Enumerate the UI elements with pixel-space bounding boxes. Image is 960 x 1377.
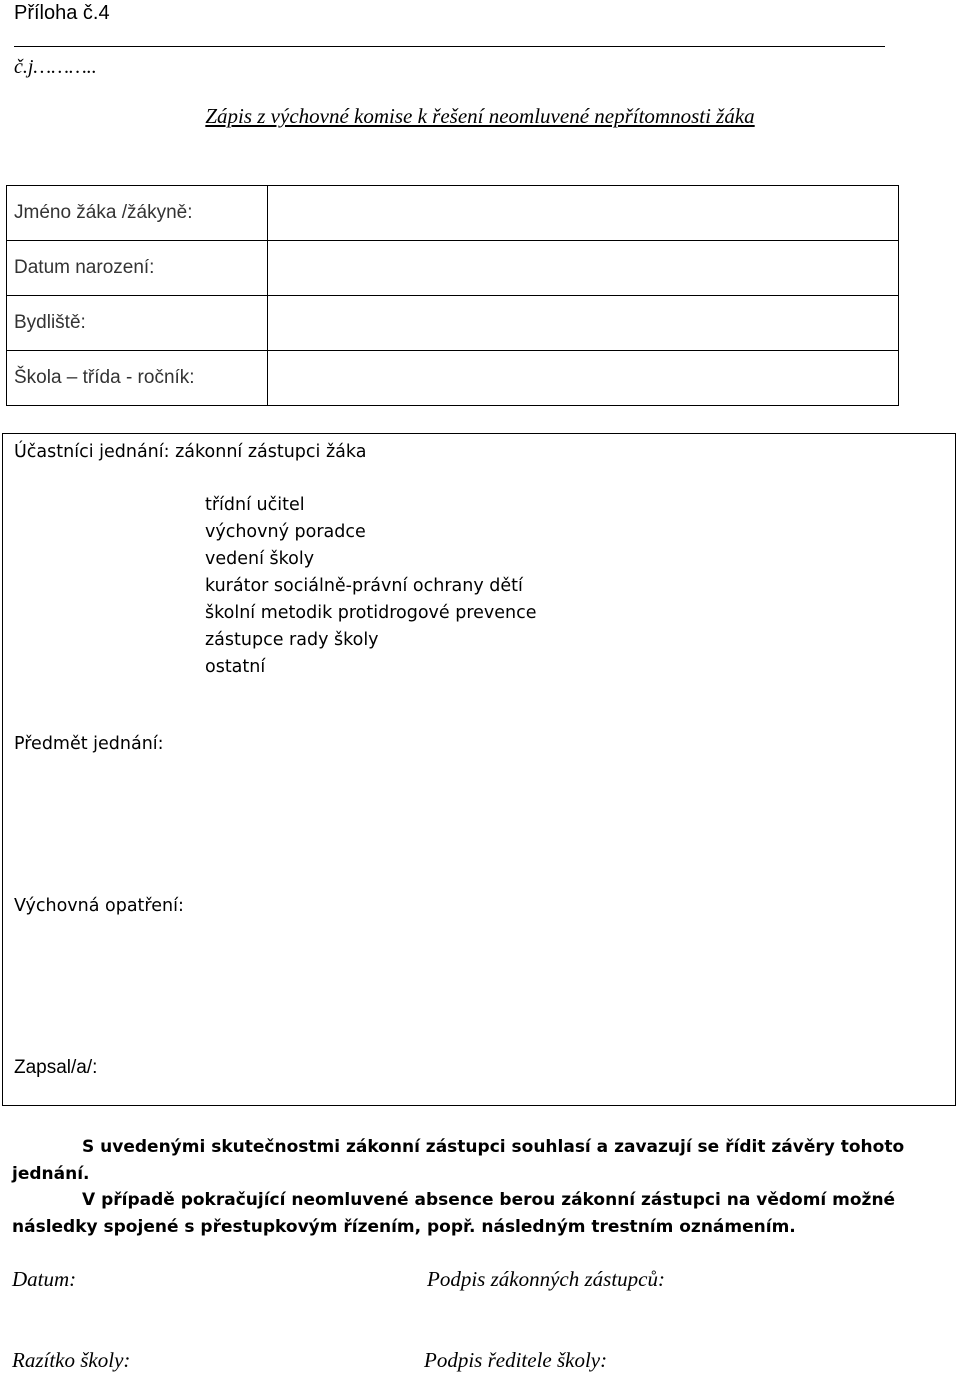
participant-other: ostatní <box>205 657 266 677</box>
participant-class-teacher: třídní učitel <box>205 495 305 515</box>
guardians-signature-label: Podpis zákonných zástupců: <box>427 1267 665 1291</box>
consent-statement-line-1: S uvedenými skutečnostmi zákonní zástupci souhlasí a zavazují se řídit závěry tohoto <box>82 1137 905 1157</box>
reference-number-label: č.j……….. <box>14 56 97 78</box>
school-class-row <box>7 351 899 406</box>
warning-statement-line-2: následky spojené s přestupkovým řízením, popř. následným trestním oznámením. <box>12 1217 796 1237</box>
meeting-record-box <box>2 433 956 1106</box>
meeting-subject-label: Předmět jednání: <box>14 734 164 754</box>
consent-statement-line-2: jednání. <box>12 1164 90 1184</box>
recorded-by-label: Zapsal/a/: <box>14 1057 98 1078</box>
warning-statement-line-1: V případě pokračující neomluvené absence berou zákonní zástupci na vědomí možné <box>82 1190 896 1210</box>
student-name-field[interactable] <box>267 186 898 241</box>
school-stamp-label: Razítko školy: <box>12 1348 131 1372</box>
attachment-label: Příloha č.4 <box>14 2 110 24</box>
residence-field[interactable] <box>267 296 898 351</box>
student-info-table <box>6 185 899 406</box>
date-label: Datum: <box>12 1267 77 1291</box>
birth-date-field[interactable] <box>267 241 898 296</box>
document-title: Zápis z výchovné komise k řešení neomluvené nepřítomnosti žáka <box>205 104 755 128</box>
participant-counselor: výchovný poradce <box>205 522 366 542</box>
participants-list <box>205 492 537 681</box>
participant-school-board: zástupce rady školy <box>205 630 379 650</box>
residence-row <box>7 296 899 351</box>
birth-date-label: Datum narození: <box>7 241 268 296</box>
school-class-label: Škola – třída - ročník: <box>7 351 268 406</box>
educational-measures-label: Výchovná opatření: <box>14 896 184 916</box>
participant-social-curator: kurátor sociálně-právní ochrany dětí <box>205 576 523 596</box>
student-name-label: Jméno žáka /žákyně: <box>7 186 268 241</box>
birth-date-row <box>7 241 899 296</box>
school-class-field[interactable] <box>267 351 898 406</box>
participant-prevention-methodist: školní metodik protidrogové prevence <box>205 603 537 623</box>
student-name-row <box>7 186 899 241</box>
header-divider <box>14 46 885 47</box>
residence-label: Bydliště: <box>7 296 268 351</box>
principal-signature-label: Podpis ředitele školy: <box>424 1348 608 1372</box>
participant-school-management: vedení školy <box>205 549 315 569</box>
participants-label: Účastníci jednání: zákonní zástupci žáka <box>14 442 367 462</box>
